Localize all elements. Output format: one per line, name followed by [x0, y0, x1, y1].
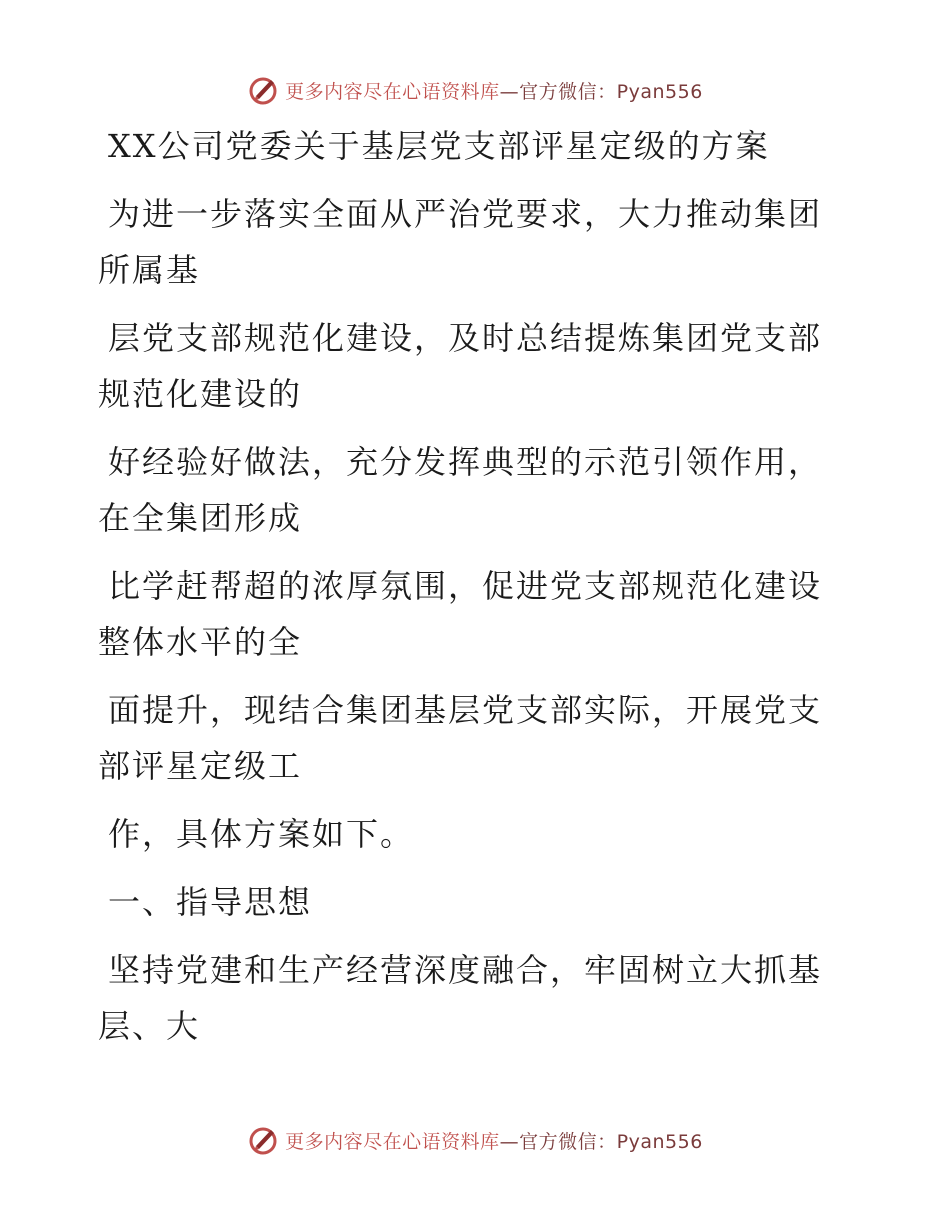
- watermark-banner-bottom: [0, 1120, 950, 1160]
- watermark-main: 更多内容尽在心语资料库: [285, 1130, 500, 1153]
- document-body: [98, 118, 838, 1066]
- paragraph-2: [98, 310, 838, 422]
- paragraph-line: 整体水平的全: [98, 623, 303, 661]
- watermark-main: 更多内容尽在心语资料库: [285, 80, 500, 103]
- paragraph-line: 面提升，现结合集团基层党支部实际，开展党支: [108, 691, 823, 729]
- watermark-text: [285, 1127, 703, 1154]
- watermark-dash: —: [499, 1130, 520, 1153]
- paragraph-6: [98, 806, 838, 862]
- paragraph-8: [98, 942, 838, 1054]
- watermark-text: [285, 77, 703, 104]
- paragraph-line: 规范化建设的: [98, 375, 303, 413]
- paragraph-line: 层党支部规范化建设，及时总结提炼集团党支部: [108, 319, 823, 357]
- paragraph-line: 所属基: [98, 251, 201, 289]
- paragraph-line: 为进一步落实全面从严治党要求，大力推动集团: [108, 195, 823, 233]
- pen-logo-icon: [247, 1124, 279, 1156]
- document-title: XX公司党委关于基层党支部评星定级的方案: [108, 127, 770, 165]
- paragraph-line: 坚持党建和生产经营深度融合，牢固树立大抓基: [108, 951, 823, 989]
- paragraph-line: 作，具体方案如下。: [108, 815, 415, 853]
- paragraph-line: 部评星定级工: [98, 747, 303, 785]
- section-heading-guiding-ideology: [98, 874, 838, 930]
- paragraph-line: 比学赶帮超的浓厚氛围，促进党支部规范化建设: [108, 567, 823, 605]
- paragraph-3: [98, 434, 838, 546]
- paragraph-5: [98, 682, 838, 794]
- paragraph-line: 在全集团形成: [98, 499, 303, 537]
- paragraph-line: 好经验好做法，充分发挥典型的示范引领作用，: [108, 443, 823, 481]
- watermark-dash: —: [499, 80, 520, 103]
- watermark-banner-top: [0, 70, 950, 110]
- watermark-tail: 官方微信：Pyan556: [519, 80, 703, 103]
- paragraph-line: 层、大: [98, 1007, 201, 1045]
- paragraph-1: [98, 186, 838, 298]
- watermark-tail: 官方微信：Pyan556: [519, 1130, 703, 1153]
- paragraph-4: [98, 558, 838, 670]
- section-heading: 一、指导思想: [108, 883, 313, 921]
- pen-logo-icon: [247, 74, 279, 106]
